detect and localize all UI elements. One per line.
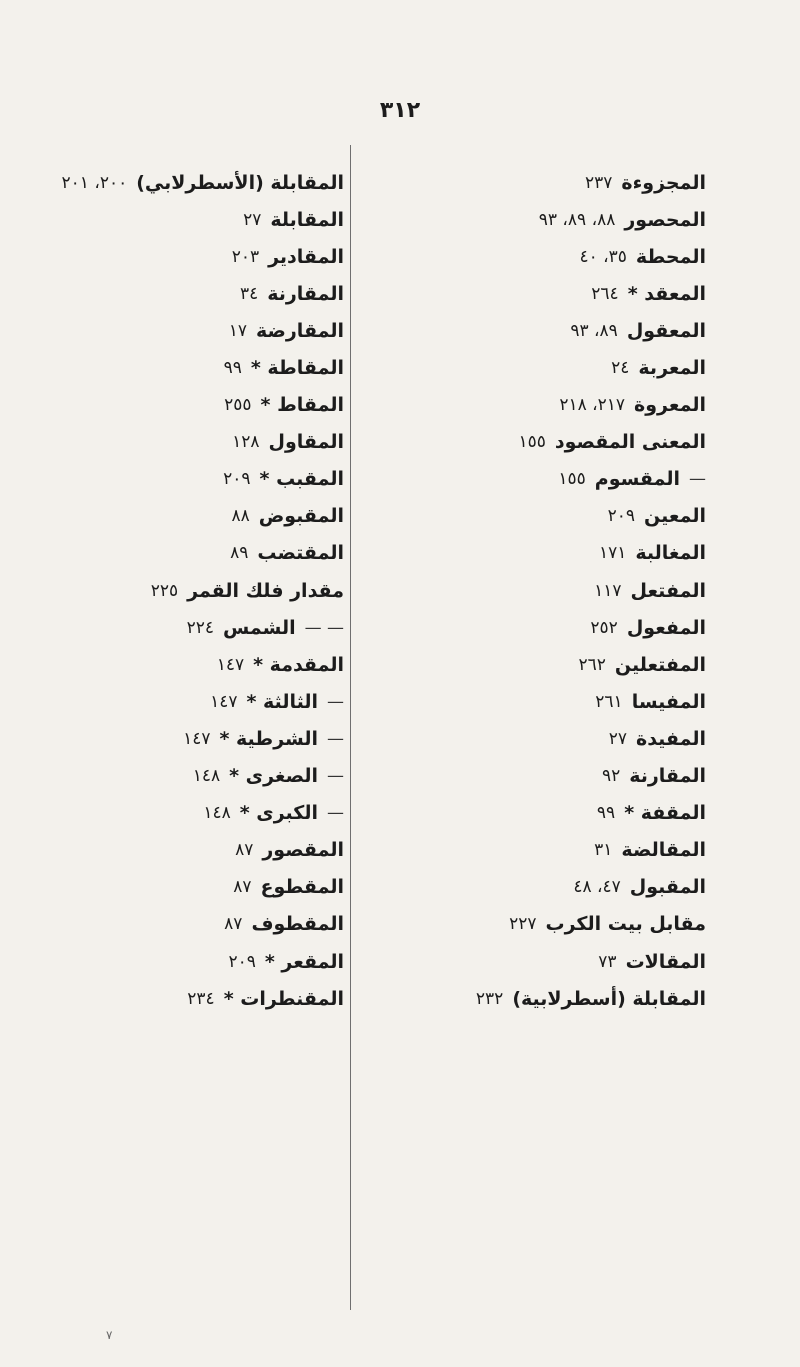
index-term: المقعر * [264, 950, 344, 973]
index-entry [376, 646, 706, 683]
bottom-mark: ٧ [106, 1328, 113, 1342]
index-term: المقاطة * [250, 357, 344, 380]
index-term: الشمس [223, 616, 296, 639]
index-term: المفعول [626, 616, 706, 639]
repeat-mark: — [327, 766, 344, 787]
index-term: المفيدة [635, 727, 706, 750]
page-references: ٢٣٢ [475, 988, 504, 1009]
index-term: مقدار فلك القمر [187, 579, 344, 602]
page-references: ١٤٧ [216, 654, 245, 675]
index-entry [56, 609, 344, 646]
index-term: المقفة * [624, 802, 706, 825]
page-references: ٣٤ [239, 283, 259, 304]
page-references: ٢٠٠، ٢٠١ [61, 172, 128, 193]
page-references: ٣١ [594, 840, 613, 861]
index-entry [56, 795, 344, 832]
index-term: المقاط * [260, 394, 344, 417]
left-column [56, 164, 344, 1017]
index-term: المعربة [638, 357, 706, 380]
index-entry [376, 683, 706, 720]
index-term: المقنطرات * [223, 987, 344, 1010]
index-entry [56, 906, 344, 943]
page-references: ٨٨، ٨٩، ٩٣ [538, 209, 616, 230]
index-entry [56, 758, 344, 795]
index-term: الثالثة * [246, 690, 318, 713]
index-term: المفيسا [631, 690, 706, 713]
index-entry [376, 572, 706, 609]
index-entry [56, 943, 344, 980]
page-references: ١٤٧ [210, 691, 238, 712]
index-term: المقالات [625, 950, 706, 973]
index-entry [376, 869, 706, 906]
page-references: ١٧١ [598, 543, 627, 564]
page-references: ٨٧ [233, 877, 252, 898]
index-term: المقابلة (الأسطرلابي) [136, 171, 344, 194]
index-entry [56, 832, 344, 869]
page-references: ٢٦٤ [591, 283, 619, 304]
page-references: ١٢٨ [232, 432, 260, 453]
index-entry [376, 758, 706, 795]
right-column [376, 164, 706, 1017]
page-references: ١٥٥ [558, 469, 586, 490]
page-references: ٣٥، ٤٠ [579, 246, 627, 267]
index-entry [56, 720, 344, 757]
index-term: المقبوض [258, 505, 344, 528]
page-references: ٢٣٧ [584, 172, 613, 193]
index-term: المقادير [268, 245, 344, 268]
index-entry [56, 646, 344, 683]
page-references: ١١٧ [594, 580, 622, 601]
index-term: الصغرى * [229, 765, 318, 788]
repeat-mark: — — [304, 617, 344, 638]
index-entry [56, 238, 344, 275]
index-term: المقتضب [257, 542, 344, 565]
index-entry [376, 832, 706, 869]
index-entry [56, 498, 344, 535]
page-references: ٢٠٩ [607, 506, 636, 527]
index-term: المقبب * [259, 468, 344, 491]
page-references: ٩٩ [596, 803, 616, 824]
page-number: ٣١٢ [379, 98, 421, 123]
page-references: ٢٥٢ [590, 617, 618, 638]
index-entry [56, 312, 344, 349]
index-term: المقبول [629, 876, 706, 899]
index-term: المقطوع [260, 876, 344, 899]
index-entry [56, 201, 344, 238]
index-term: المقاول [268, 431, 344, 454]
page-references: ٨٧ [224, 914, 243, 935]
repeat-mark: — [327, 728, 344, 749]
index-term: المعقد * [627, 282, 706, 305]
index-entry [376, 498, 706, 535]
index-entry [56, 980, 344, 1017]
repeat-mark: — [327, 803, 344, 824]
index-term: المقارنة [267, 282, 344, 305]
index-term: المعروة [634, 394, 706, 417]
index-term: المعنى المقصود [554, 431, 706, 454]
index-term: المغالبة [635, 542, 706, 565]
page-references: ١٤٨ [192, 766, 221, 787]
index-entry [376, 349, 706, 386]
index-term: الشرطية * [219, 727, 318, 750]
page-references: ٤٧، ٤٨ [573, 877, 621, 898]
page-references: ٢٠٩ [223, 469, 251, 490]
index-term: المفتعلين [614, 653, 706, 676]
index-term: مقابل بيت الكرب [545, 913, 706, 936]
index-entry [376, 201, 706, 238]
page-references: ٧٣ [598, 951, 617, 972]
repeat-mark: — [689, 469, 706, 490]
index-entry [376, 238, 706, 275]
index-entry [56, 869, 344, 906]
page-references: ٢٦٢ [578, 654, 606, 675]
index-entry [56, 461, 344, 498]
index-entry [376, 943, 706, 980]
index-entry [376, 980, 706, 1017]
page-references: ٢٤ [611, 358, 630, 379]
page-references: ١٥٥ [518, 432, 546, 453]
index-entry [56, 349, 344, 386]
index-entry [376, 387, 706, 424]
column-divider [350, 145, 351, 1310]
page-references: ٨٩ [230, 543, 249, 564]
index-entry [376, 720, 706, 757]
index-entry [376, 164, 706, 201]
page-references: ١٤٧ [183, 728, 211, 749]
page-references: ٢٢٥ [150, 580, 179, 601]
index-term: المقسوم [594, 468, 680, 491]
page-references: ٩٢ [601, 766, 621, 787]
page-references: ٨٨ [231, 506, 250, 527]
index-term: المقالضة [621, 839, 706, 862]
repeat-mark: — [327, 691, 344, 712]
index-term: المجزوءة [621, 171, 706, 194]
index-entry [376, 535, 706, 572]
index-term: المقصور [262, 839, 344, 862]
index-term: المقابلة [270, 208, 344, 231]
page-references: ١٤٨ [203, 803, 231, 824]
index-entry [376, 609, 706, 646]
index-entry [376, 312, 706, 349]
page-references: ٢٠٩ [228, 951, 256, 972]
index-entry [56, 424, 344, 461]
index-entry [56, 275, 344, 312]
index-term: المقارنة [629, 765, 706, 788]
index-entry [56, 387, 344, 424]
index-entry [376, 461, 706, 498]
index-entry [376, 424, 706, 461]
index-term: المفتعل [630, 579, 706, 602]
page-references: ٢٠٣ [231, 246, 260, 267]
page-references: ١٧ [228, 320, 247, 341]
index-entry [56, 683, 344, 720]
index-entry [56, 572, 344, 609]
index-term: المحصور [624, 208, 706, 231]
index-term: المقارضة [255, 319, 344, 342]
index-term: الكبرى * [239, 802, 318, 825]
page-references: ٢٣٤ [187, 988, 215, 1009]
page-references: ٢٧ [608, 728, 627, 749]
index-term: المقطوف [251, 913, 344, 936]
page-references: ٨٩، ٩٣ [570, 320, 618, 341]
index-term: المقدمة * [253, 653, 344, 676]
page-references: ٢٢٤ [186, 617, 215, 638]
page-references: ٩٩ [223, 358, 242, 379]
page-references: ٢٢٧ [509, 914, 537, 935]
index-entry [56, 164, 344, 201]
index-term: المقابلة (أسطرلابية) [512, 987, 706, 1010]
page-references: ٢٦١ [595, 691, 623, 712]
page-references: ٢٥٥ [224, 395, 252, 416]
index-term: المعين [644, 505, 706, 528]
index-term: المحطة [635, 245, 706, 268]
index-entry [376, 906, 706, 943]
page-references: ٢١٧، ٢١٨ [559, 395, 626, 416]
index-entry [56, 535, 344, 572]
index-term: المعقول [626, 319, 706, 342]
page-references: ٢٧ [243, 209, 262, 230]
index-entry [376, 275, 706, 312]
index-entry [376, 795, 706, 832]
page-references: ٨٧ [235, 840, 254, 861]
